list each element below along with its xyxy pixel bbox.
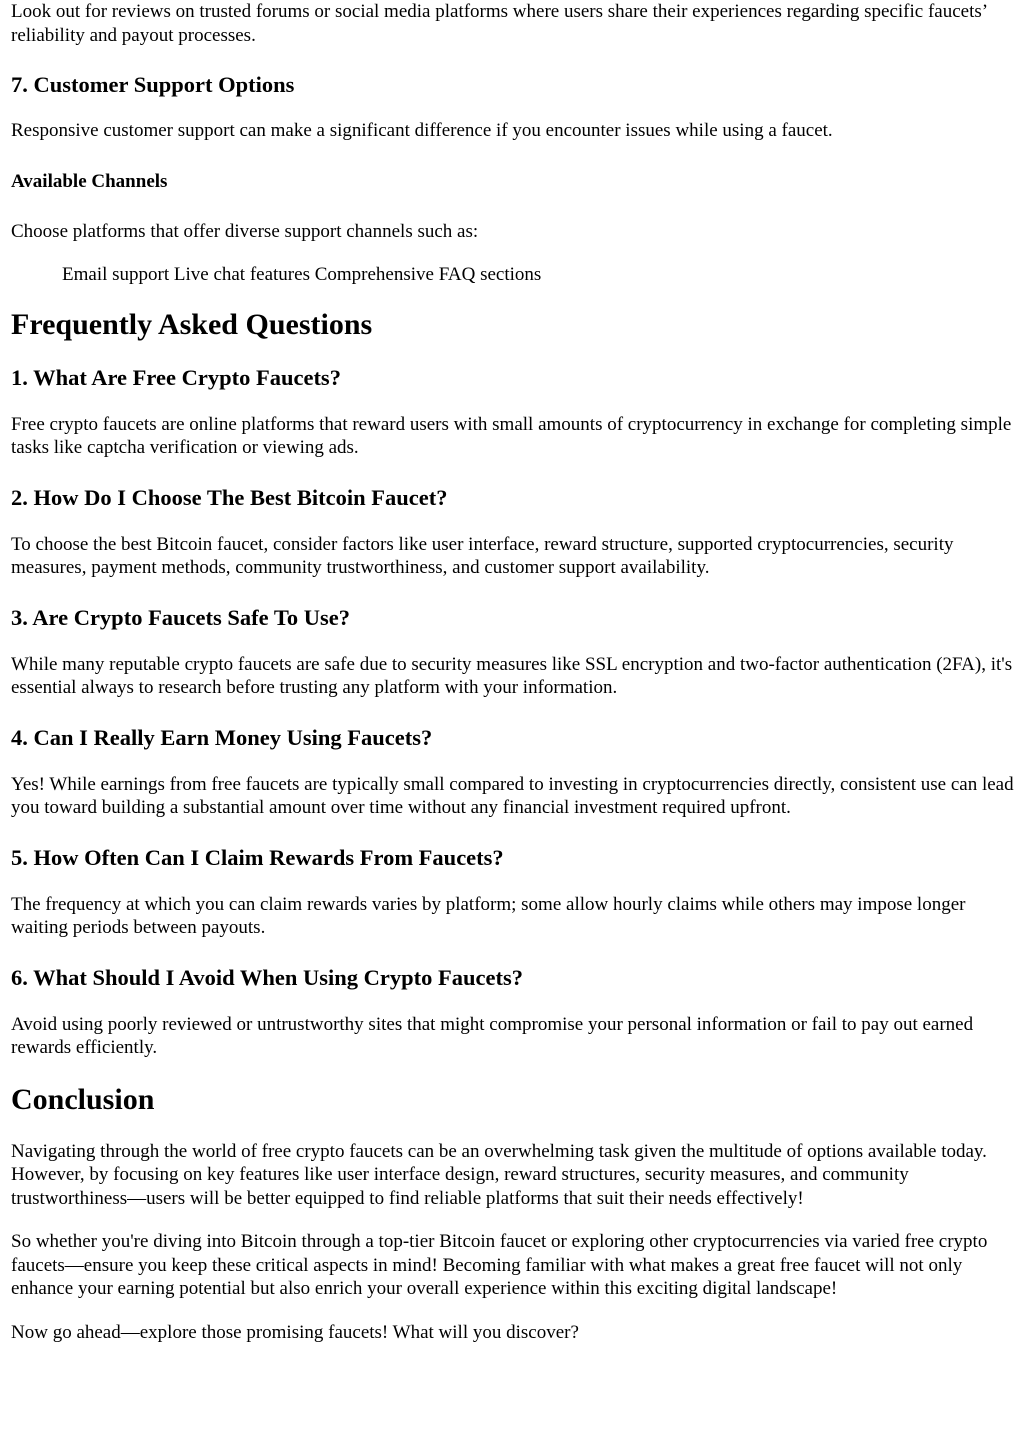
faq-question: 6. What Should I Avoid When Using Crypto Faucets? bbox=[11, 964, 523, 990]
conclusion-paragraph: Navigating through the world of free crypto faucets can be an overwhelming task given the multitude of options available today. However, by focusing on key features like user interface design, reward structures, security measures, and community trustworthiness—users will be better equipped to find reliable platforms that suit their needs effectively! bbox=[11, 1140, 987, 1209]
faq-question: 2. How Do I Choose The Best Bitcoin Faucet? bbox=[11, 484, 448, 510]
conclusion-paragraph: Now go ahead—explore those promising faucets! What will you discover? bbox=[11, 1321, 579, 1343]
intro-paragraph: Look out for reviews on trusted forums or social media platforms where users share their experiences regarding specific faucets’ reliability and payout processes. bbox=[11, 1, 987, 46]
conclusion-heading: Conclusion bbox=[11, 1082, 155, 1116]
faq-answer: Free crypto faucets are online platforms that reward users with small amounts of cryptocurrency in exchange for completing simple tasks like captcha verification or viewing ads. bbox=[11, 413, 1012, 458]
channels-list: Email support Live chat features Comprehensive FAQ sections bbox=[62, 264, 542, 285]
support-paragraph: Responsive customer support can make a significant difference if you encounter issues while using a faucet. bbox=[11, 120, 833, 141]
channels-intro: Choose platforms that offer diverse support channels such as: bbox=[11, 220, 479, 242]
faq-answer: Yes! While earnings from free faucets are typically small compared to investing in cryptocurrencies directly, consistent use can lead you toward building a substantial amount over time without any financial investment required upfront. bbox=[11, 773, 1014, 818]
faq-question: 3. Are Crypto Faucets Safe To Use? bbox=[11, 604, 350, 630]
faq-answer: To choose the best Bitcoin faucet, consider factors like user interface, reward structure, supported cryptocurrencies, security measures, payment methods, community trustworthiness, and customer support availability. bbox=[11, 533, 954, 578]
faq-question: 5. How Often Can I Claim Rewards From Faucets? bbox=[11, 844, 504, 870]
faq-answer: The frequency at which you can claim rewards varies by platform; some allow hourly claims while others may impose longer waiting periods between payouts. bbox=[11, 893, 966, 938]
channels-subheading: Available Channels bbox=[11, 170, 168, 192]
support-heading: 7. Customer Support Options bbox=[11, 72, 295, 97]
faq-answer: Avoid using poorly reviewed or untrustworthy sites that might compromise your personal information or fail to pay out earned rewards efficiently. bbox=[11, 1013, 974, 1058]
faq-answer: While many reputable crypto faucets are safe due to security measures like SSL encryption and two-factor authentication (2FA), it's essential always to research before trusting any platform with your information. bbox=[11, 653, 1013, 698]
conclusion-paragraph: So whether you're diving into Bitcoin through a top-tier Bitcoin faucet or exploring other cryptocurrencies via varied free crypto faucets—ensure you keep these critical aspects in mind! Becoming familiar with what makes a great free faucet will not only enhance your earning potential but also enrich your overall experience within this exciting digital landscape! bbox=[11, 1231, 988, 1299]
faq-heading: Frequently Asked Questions bbox=[11, 307, 373, 341]
faq-question: 1. What Are Free Crypto Faucets? bbox=[11, 364, 341, 390]
article bbox=[11, 0, 1015, 1344]
faq-question: 4. Can I Really Earn Money Using Faucets? bbox=[11, 724, 433, 750]
